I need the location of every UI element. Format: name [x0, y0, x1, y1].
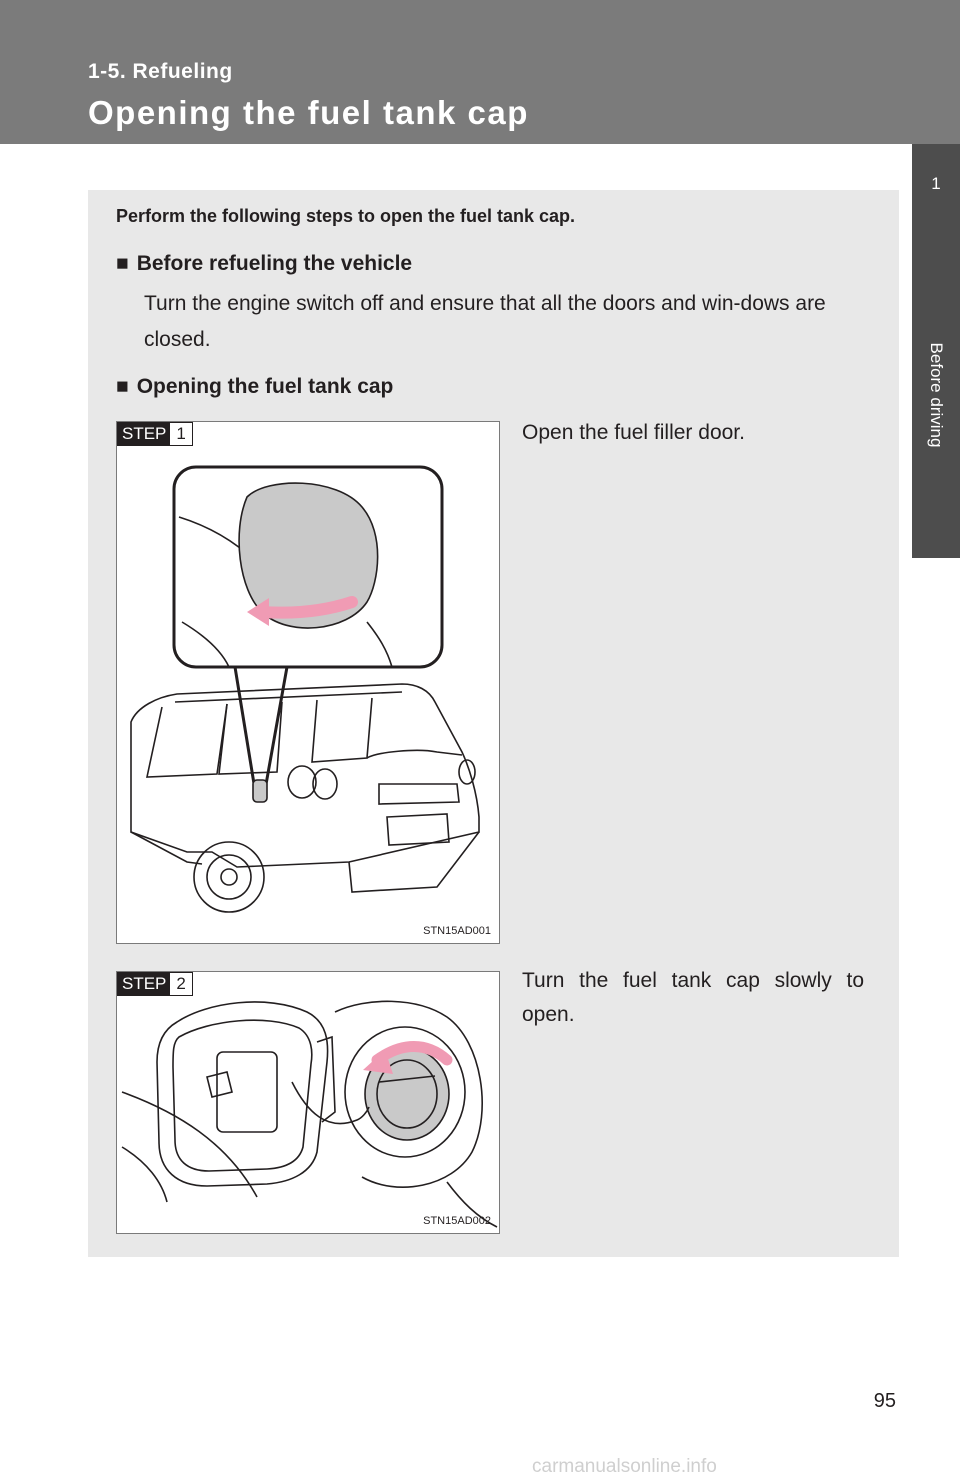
- step-number: 1: [170, 423, 191, 445]
- subheading-before-refueling: [116, 252, 412, 276]
- step2-text: Turn the fuel tank cap slowly to open.: [522, 969, 864, 1026]
- step-word: STEP: [118, 423, 170, 445]
- step1-figure: [116, 421, 500, 944]
- fuel-tank-cap-illustration: [117, 972, 500, 1234]
- watermark: carmanualsonline.info: [532, 1456, 717, 1477]
- before-refueling-text: Turn the engine switch off and ensure that all the doors and win-dows are closed.: [144, 292, 826, 351]
- figure-code: STN15AD001: [423, 925, 491, 937]
- step-number: 2: [170, 973, 191, 995]
- section-label: 1-5. Refueling: [88, 60, 233, 83]
- chapter-tab-number: 1: [931, 174, 941, 193]
- vehicle-fuel-filler-door-illustration: [117, 422, 500, 944]
- step-word: STEP: [118, 973, 170, 995]
- intro-text: Perform the following steps to open the fuel tank cap.: [116, 206, 576, 226]
- step2-figure: [116, 971, 500, 1234]
- step1-tag: [117, 422, 193, 446]
- step2-tag: [117, 972, 193, 996]
- page-number: 95: [873, 1390, 896, 1412]
- bullet-square-icon: ■: [116, 252, 129, 275]
- chapter-tab-label: Before driving: [927, 342, 946, 448]
- page-title: Opening the fuel tank cap: [88, 94, 529, 131]
- subheading-text: Opening the fuel tank cap: [136, 375, 394, 398]
- bullet-square-icon: ■: [116, 375, 129, 398]
- figure-code: STN15AD002: [423, 1215, 491, 1227]
- step1-text: Open the fuel filler door.: [522, 421, 745, 444]
- subheading-text: Before refueling the vehicle: [136, 252, 413, 275]
- subheading-opening-cap: [116, 375, 393, 399]
